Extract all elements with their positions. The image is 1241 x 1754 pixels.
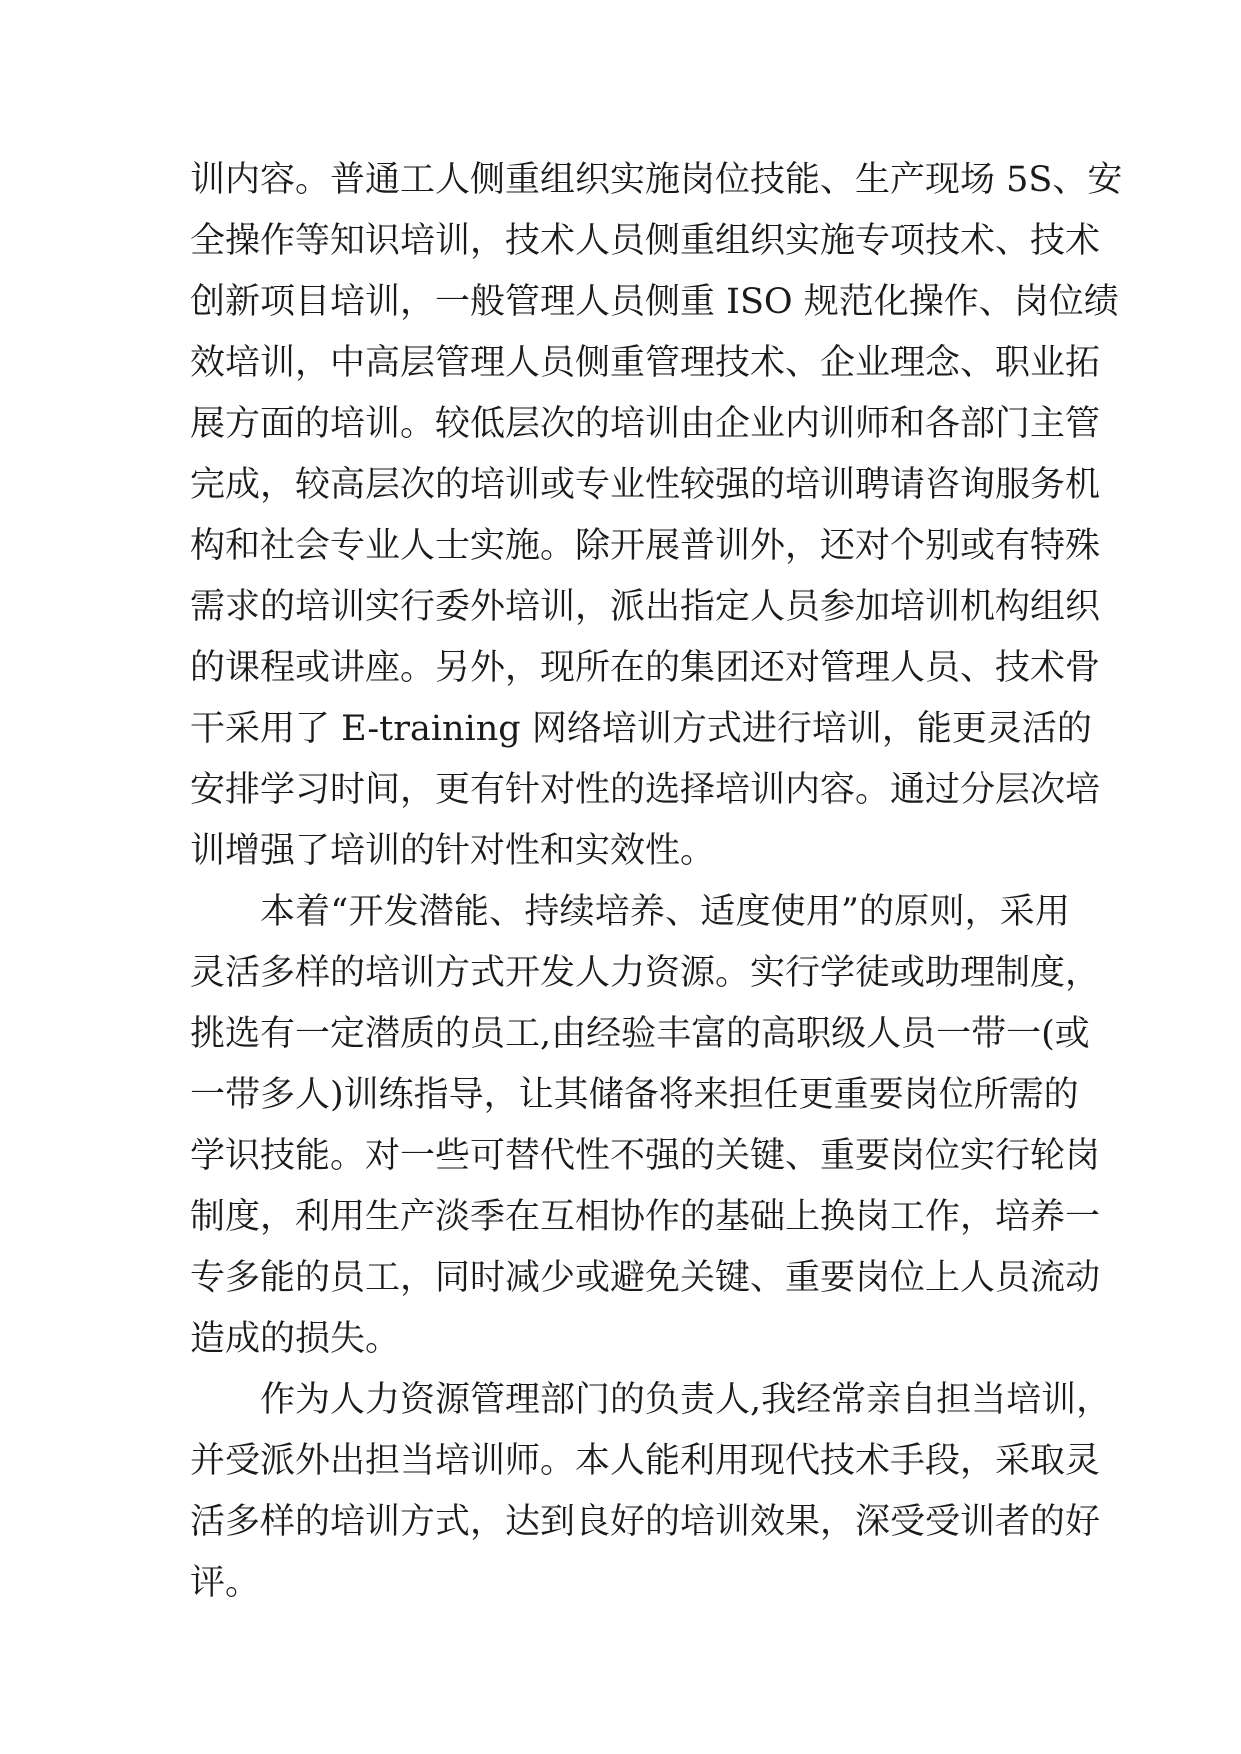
text-line: 创新项目培训，一般管理人员侧重 ISO 规范化操作、岗位绩 (190, 282, 1119, 322)
text-line: 展方面的培训。较低层次的培训由企业内训师和各部门主管 (190, 404, 1101, 444)
text-line: 构和社会专业人士实施。除开展普训外，还对个别或有特殊 (190, 526, 1101, 566)
text-line: 安排学习时间，更有针对性的选择培训内容。通过分层次培 (190, 770, 1101, 810)
text-line: 训内容。普通工人侧重组织实施岗位技能、生产现场 5S、安 (190, 160, 1123, 200)
text-line: 训增强了培训的针对性和实效性。 (190, 831, 716, 871)
body-text (190, 150, 1123, 1614)
text-line: 挑选有一定潜质的员工,由经验丰富的高职级人员一带一(或 (190, 1014, 1090, 1054)
text-line: 评。 (190, 1563, 261, 1603)
text-line: 制度，利用生产淡季在互相协作的基础上换岗工作，培养一 (190, 1197, 1101, 1237)
text-line: 学识技能。对一些可替代性不强的关键、重要岗位实行轮岗 (190, 1136, 1101, 1176)
text-line: 效培训，中高层管理人员侧重管理技术、企业理念、职业拓 (190, 343, 1101, 383)
text-line: 造成的损失。 (190, 1319, 401, 1359)
text-line: 专多能的员工，同时减少或避免关键、重要岗位上人员流动 (190, 1258, 1101, 1298)
text-line: 一带多人)训练指导，让其储备将来担任更重要岗位所需的 (190, 1075, 1079, 1115)
text-line: 灵活多样的培训方式开发人力资源。实行学徒或助理制度， (190, 953, 1101, 993)
text-line: 活多样的培训方式，达到良好的培训效果，深受受训者的好 (190, 1502, 1101, 1542)
text-line: 需求的培训实行委外培训，派出指定人员参加培训机构组织 (190, 587, 1101, 627)
text-line: 干采用了 E-training 网络培训方式进行培训，能更灵活的 (190, 709, 1092, 749)
text-line: 全操作等知识培训，技术人员侧重组织实施专项技术、技术 (190, 221, 1101, 261)
text-line: 完成，较高层次的培训或专业性较强的培训聘请咨询服务机 (190, 465, 1101, 505)
text-line: 作为人力资源管理部门的负责人,我经常亲自担当培训， (260, 1380, 1112, 1420)
text-line: 并受派外出担当培训师。本人能利用现代技术手段，采取灵 (190, 1441, 1101, 1481)
text-line: 的课程或讲座。另外，现所在的集团还对管理人员、技术骨 (190, 648, 1101, 688)
text-line: 本着“开发潜能、持续培养、适度使用”的原则，采用 (260, 892, 1070, 932)
